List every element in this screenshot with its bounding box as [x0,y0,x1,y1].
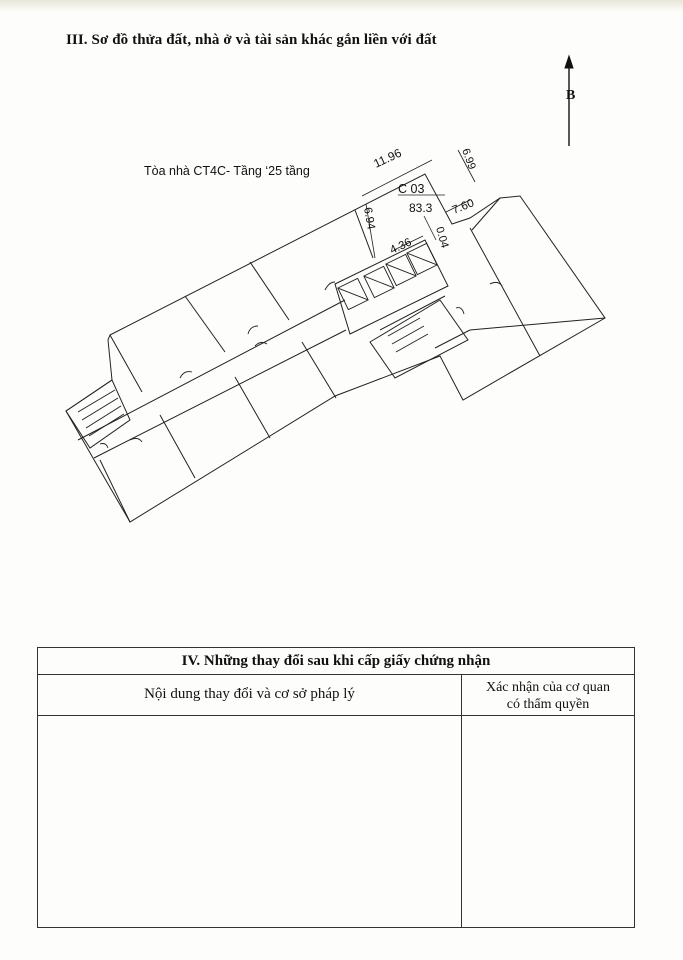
dim-mid: 4.36 [388,236,414,257]
col2-header-line1: Xác nhận của cơ quan [485,680,610,695]
unit-code: C 03 [398,182,425,196]
unit-area: 83.3 [409,201,433,215]
dim-right-top: 6.99 [459,146,478,172]
dim-right: 7.60 [450,197,476,217]
building-outline [66,174,605,522]
door-swings [100,282,502,448]
authority-confirmation-cell [462,716,634,928]
dim-left: 6.94 [361,206,377,231]
core-elevators [338,243,437,352]
col-change-content-header: Nội dung thay đổi và cơ sở pháp lý [144,686,355,702]
table-header-row [38,675,634,716]
north-label: B [566,88,576,103]
dim-small: 0.04 [433,225,451,250]
change-content-cell [38,716,461,928]
col-authority-confirmation-header [462,679,634,713]
section-4-title: IV. Những thay đổi sau khi cấp giấy chứng nhận [38,648,634,675]
col2-header-line2: có thẩm quyền [506,697,590,712]
building-label: Tòa nhà CT4C- Tầng ‘25 tầng [144,164,310,178]
dim-top: 11.96 [371,145,404,171]
changes-table [37,647,635,928]
section-3-title: III. Sơ đồ thửa đất, nhà ở và tài sản khác gắn liền với đất [66,32,437,48]
